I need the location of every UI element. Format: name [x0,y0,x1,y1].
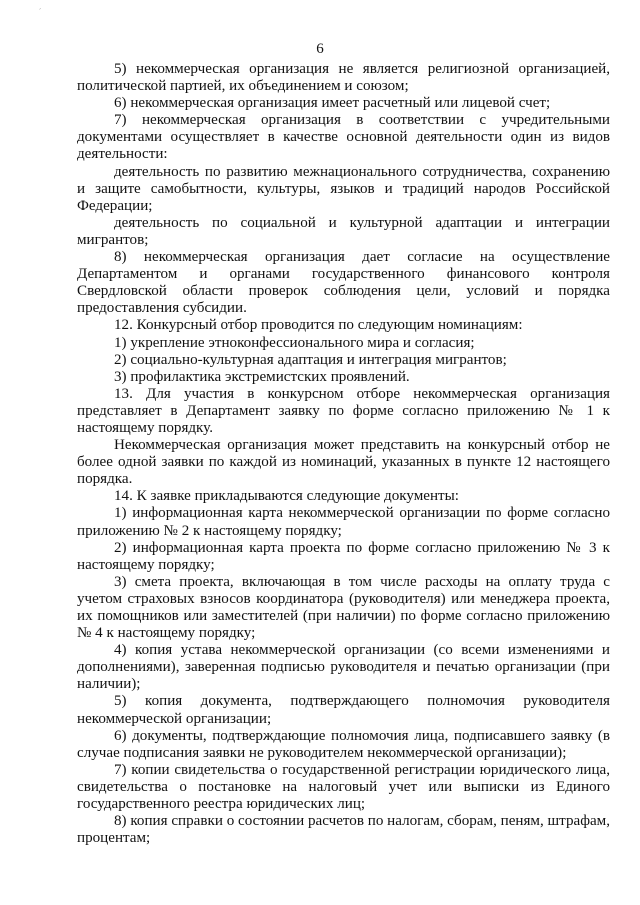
paragraph-one-application-limit: Некоммерческая организация может представить на конкурсный отбор не более одной заявки по каждой из номинаций, указанных в пункте 12 настоящего порядка. [77,437,610,488]
paragraph-section-14: 14. К заявке прикладываются следующие документы: [114,488,459,505]
paragraph-doc-5-head-authority: 5) копия документа, подтверждающего полномочия руководителя некоммерческой организации; [77,693,610,727]
paragraph-nomination-3: 3) профилактика экстремистских проявлений. [114,368,410,385]
paragraph-doc-8-tax-certificate: 8) копия справки о состоянии расчетов по налогам, сборам, пеням, штрафам, процентам; [77,813,610,847]
paragraph-item-8-consent-inspection: 8) некоммерческая организация дает согласие на осуществление Департаментом и органами государственного финансового контроля Свердловской области проверок соблюдения цели, условий и порядка предоставления субсидии. [77,249,610,317]
paragraph-section-12: 12. Конкурсный отбор проводится по следующим номинациям: [114,317,523,334]
page-number: 6 [316,41,324,57]
paragraph-item-5-not-religious: 5) некоммерческая организация не является религиозной организацией, политической партией, их объединением и союзом; [77,61,610,95]
paragraph-activity-interethnic: деятельность по развитию межнационального сотрудничества, сохранению и защите самобытности, культуры, языков и традиций народов Российской Федерации; [77,163,610,214]
paragraph-doc-6-signer-authority: 6) документы, подтверждающие полномочия лица, подписавшего заявку (в случае подписания заявки не руководителем некоммерческой организации); [77,727,610,761]
paragraph-doc-7-registration: 7) копии свидетельства о государственной регистрации юридического лица, свидетельства о постановке на налоговый учет или выписки из Единого государственного реестра юридических лиц; [77,761,610,813]
scan-corner-mark: ´ [38,8,42,16]
paragraph-doc-1-org-card: 1) информационная карта некоммерческой организации по форме согласно приложению № 2 к настоящему порядку; [77,505,610,539]
paragraph-nomination-2: 2) социально-культурная адаптация и интеграция мигрантов; [114,351,507,368]
paragraph-activity-migrants: деятельность по социальной и культурной адаптации и интеграции мигрантов; [77,214,610,248]
paragraph-section-13: 13. Для участия в конкурсном отборе некоммерческая организация представляет в Департамент заявку по форме согласно приложению № 1 к настоящему порядку. [77,385,610,436]
paragraph-doc-3-estimate: 3) смета проекта, включающая в том числе расходы на оплату труда с учетом страховых взносов координатора (руководителя) или менеджера проекта, их помощников или заместителей (при наличии) по форме согласно приложению № 4 к настоящему порядку; [77,573,610,642]
document-body [77,61,610,847]
paragraph-item-7-main-activity: 7) некоммерческая организация в соответствии с учредительными документами осуществляет в качестве основной деятельности один из видов деятельности: [77,112,610,163]
paragraph-item-6-bank-account: 6) некоммерческая организация имеет расчетный или лицевой счет; [114,95,551,112]
paragraph-doc-4-charter-copy: 4) копия устава некоммерческой организации (со всеми изменениями и дополнениями), заверенная подписью руководителя и печатью организации (при наличии); [77,642,610,693]
paragraph-doc-2-project-card: 2) информационная карта проекта по форме согласно приложению № 3 к настоящему порядку; [77,539,610,573]
paragraph-nomination-1: 1) укрепление этноконфессионального мира и согласия; [114,334,475,351]
